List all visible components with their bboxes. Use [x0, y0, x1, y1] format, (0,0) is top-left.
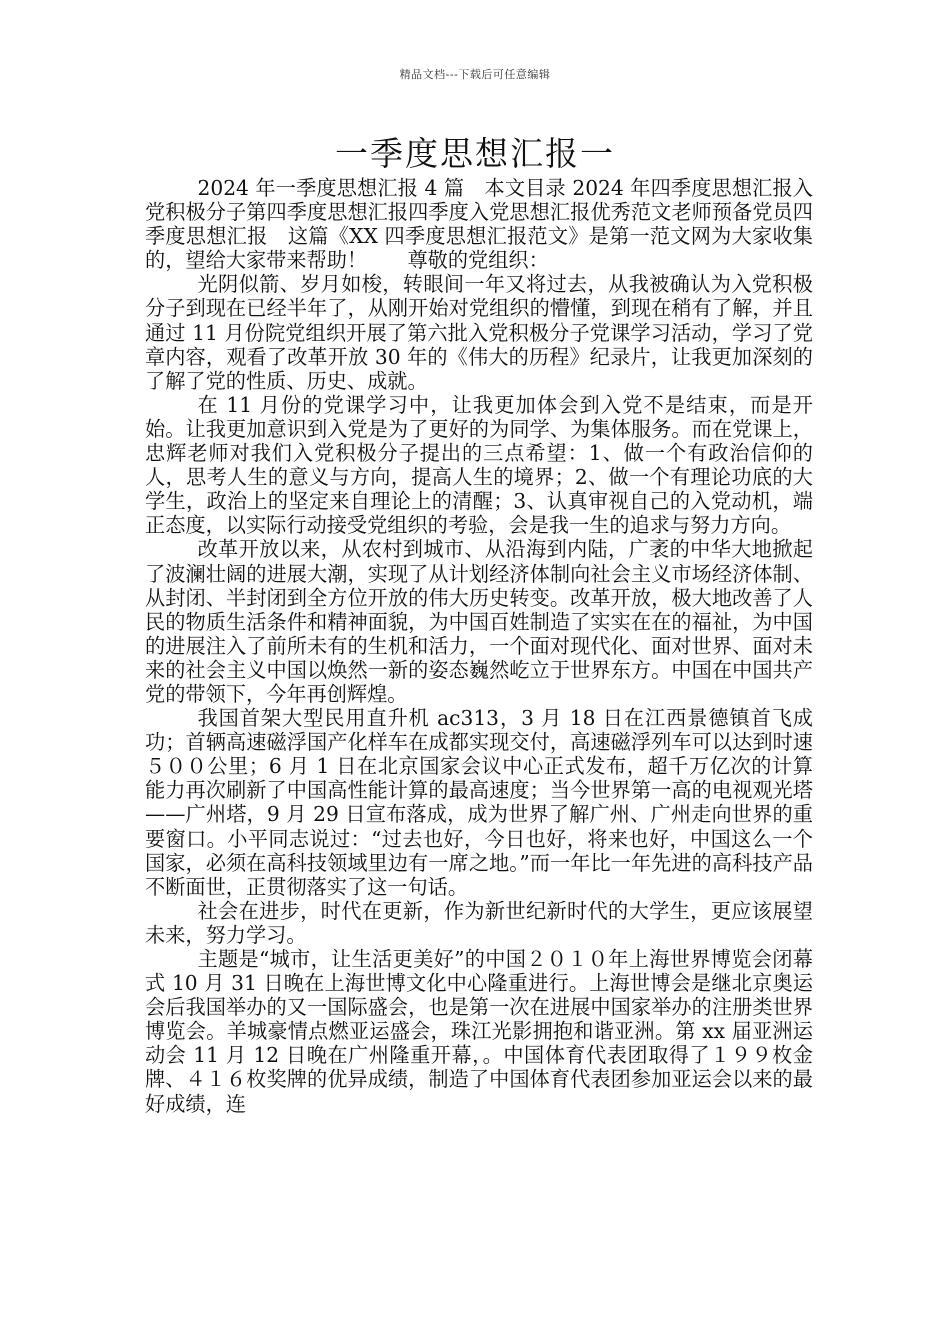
document-title: 一季度思想汇报一: [335, 134, 615, 173]
paragraph-society-progress: 社会在进步，时代在更新，作为新世纪新时代的大学生，更应该展望未来，努力学习。: [145, 898, 813, 947]
page-header-note: 精品文档---下载后可任意编辑: [399, 68, 551, 81]
paragraph-reform-opening: 改革开放以来，从农村到城市、从沿海到内陆，广袤的中华大地掀起了波澜壮阔的进展大潮，实现了从计划经济体制向社会主义市场经济体制、从封闭、半封闭到全方位开放的伟大历史转变。改革开放，极大地改善了人民的物质生活条件和精神面貌，为中国百姓制造了实实在在的福祉，为中国的进展注入了前所未有的生机和活力，一个面对现代化、面对世界、面对未来的社会主义中国以焕然一新的姿态巍然屹立于世界东方。中国在中国共产党的带领下，今年再创辉煌。: [145, 537, 813, 706]
paragraph-expo-asian-games: 主题是“城市，让生活更美好”的中国２０１０年上海世界博览会闭幕式 10 月 31 日晚在上海世博文化中心隆重进行。上海世博会是继北京奥运会后我国举办的又一国际盛会，也是第一次在进展中国家举办的注册类世界博览会。羊城豪情点燃亚运盛会，珠江光影拥抱和谐亚洲。第 xx 届亚洲运动会 11 月 12 日晚在广州隆重开幕，。中国体育代表团取得了１９９枚金牌、４１６枚奖牌的优异成绩，制造了中国体育代表团参加亚运会以来的最好成绩，连: [145, 947, 813, 1116]
document-body: [145, 176, 813, 1116]
paragraph-intro: 2024 年一季度思想汇报 4 篇 本文目录 2024 年四季度思想汇报入党积极分子第四季度思想汇报四季度入党思想汇报优秀范文老师预备党员四季度思想汇报 这篇《XX 四季度思想汇报范文》是第一范文网为大家收集的，望给大家带来帮助！ 尊敬的党组织：: [145, 176, 813, 273]
paragraph-time-passes: 光阴似箭、岁月如梭，转眼间一年又将过去，从我被确认为入党积极分子到现在已经半年了，从刚开始对党组织的懵懂，到现在稍有了解，并且通过 11 月份院党组织开展了第六批入党积极分子党课学习活动，学习了党章内容，观看了改革开放 30 年的《伟大的历程》纪录片，让我更加深刻的了解了党的性质、历史、成就。: [145, 272, 813, 393]
paragraph-party-lesson: 在 11 月份的党课学习中，让我更加体会到入党不是结束，而是开始。让我更加意识到入党是为了更好的为同学、为集体服务。而在党课上，忠辉老师对我们入党积极分子提出的三点希望：1、做一个有政治信仰的人，思考人生的意义与方向，提高人生的境界；2、做一个有理论功底的大学生，政治上的坚定来自理论上的清醒；3、认真审视自己的入党动机，端正态度，以实际行动接受党组织的考验，会是我一生的追求与努力方向。: [145, 392, 813, 538]
paragraph-tech-achievements: 我国首架大型民用直升机 ac313，3 月 18 日在江西景德镇首飞成功；首辆高速磁浮国产化样车在成都实现交付，高速磁浮列车可以达到时速５００公里；6 月 1 日在北京国家会议中心正式发布，超千万亿次的计算能力再次刷新了中国高性能计算的最高速度；当今世界第一高的电视观光塔——广州塔，9 月 29 日宣布落成，成为世界了解广州、广州走向世界的重要窗口。小平同志说过：“过去也好，今日也好，将来也好，中国这么一个国家，必须在高科技领域里边有一席之地。”而一年比一年先进的高科技产品不断面世，正贯彻落实了这一句话。: [145, 706, 813, 899]
